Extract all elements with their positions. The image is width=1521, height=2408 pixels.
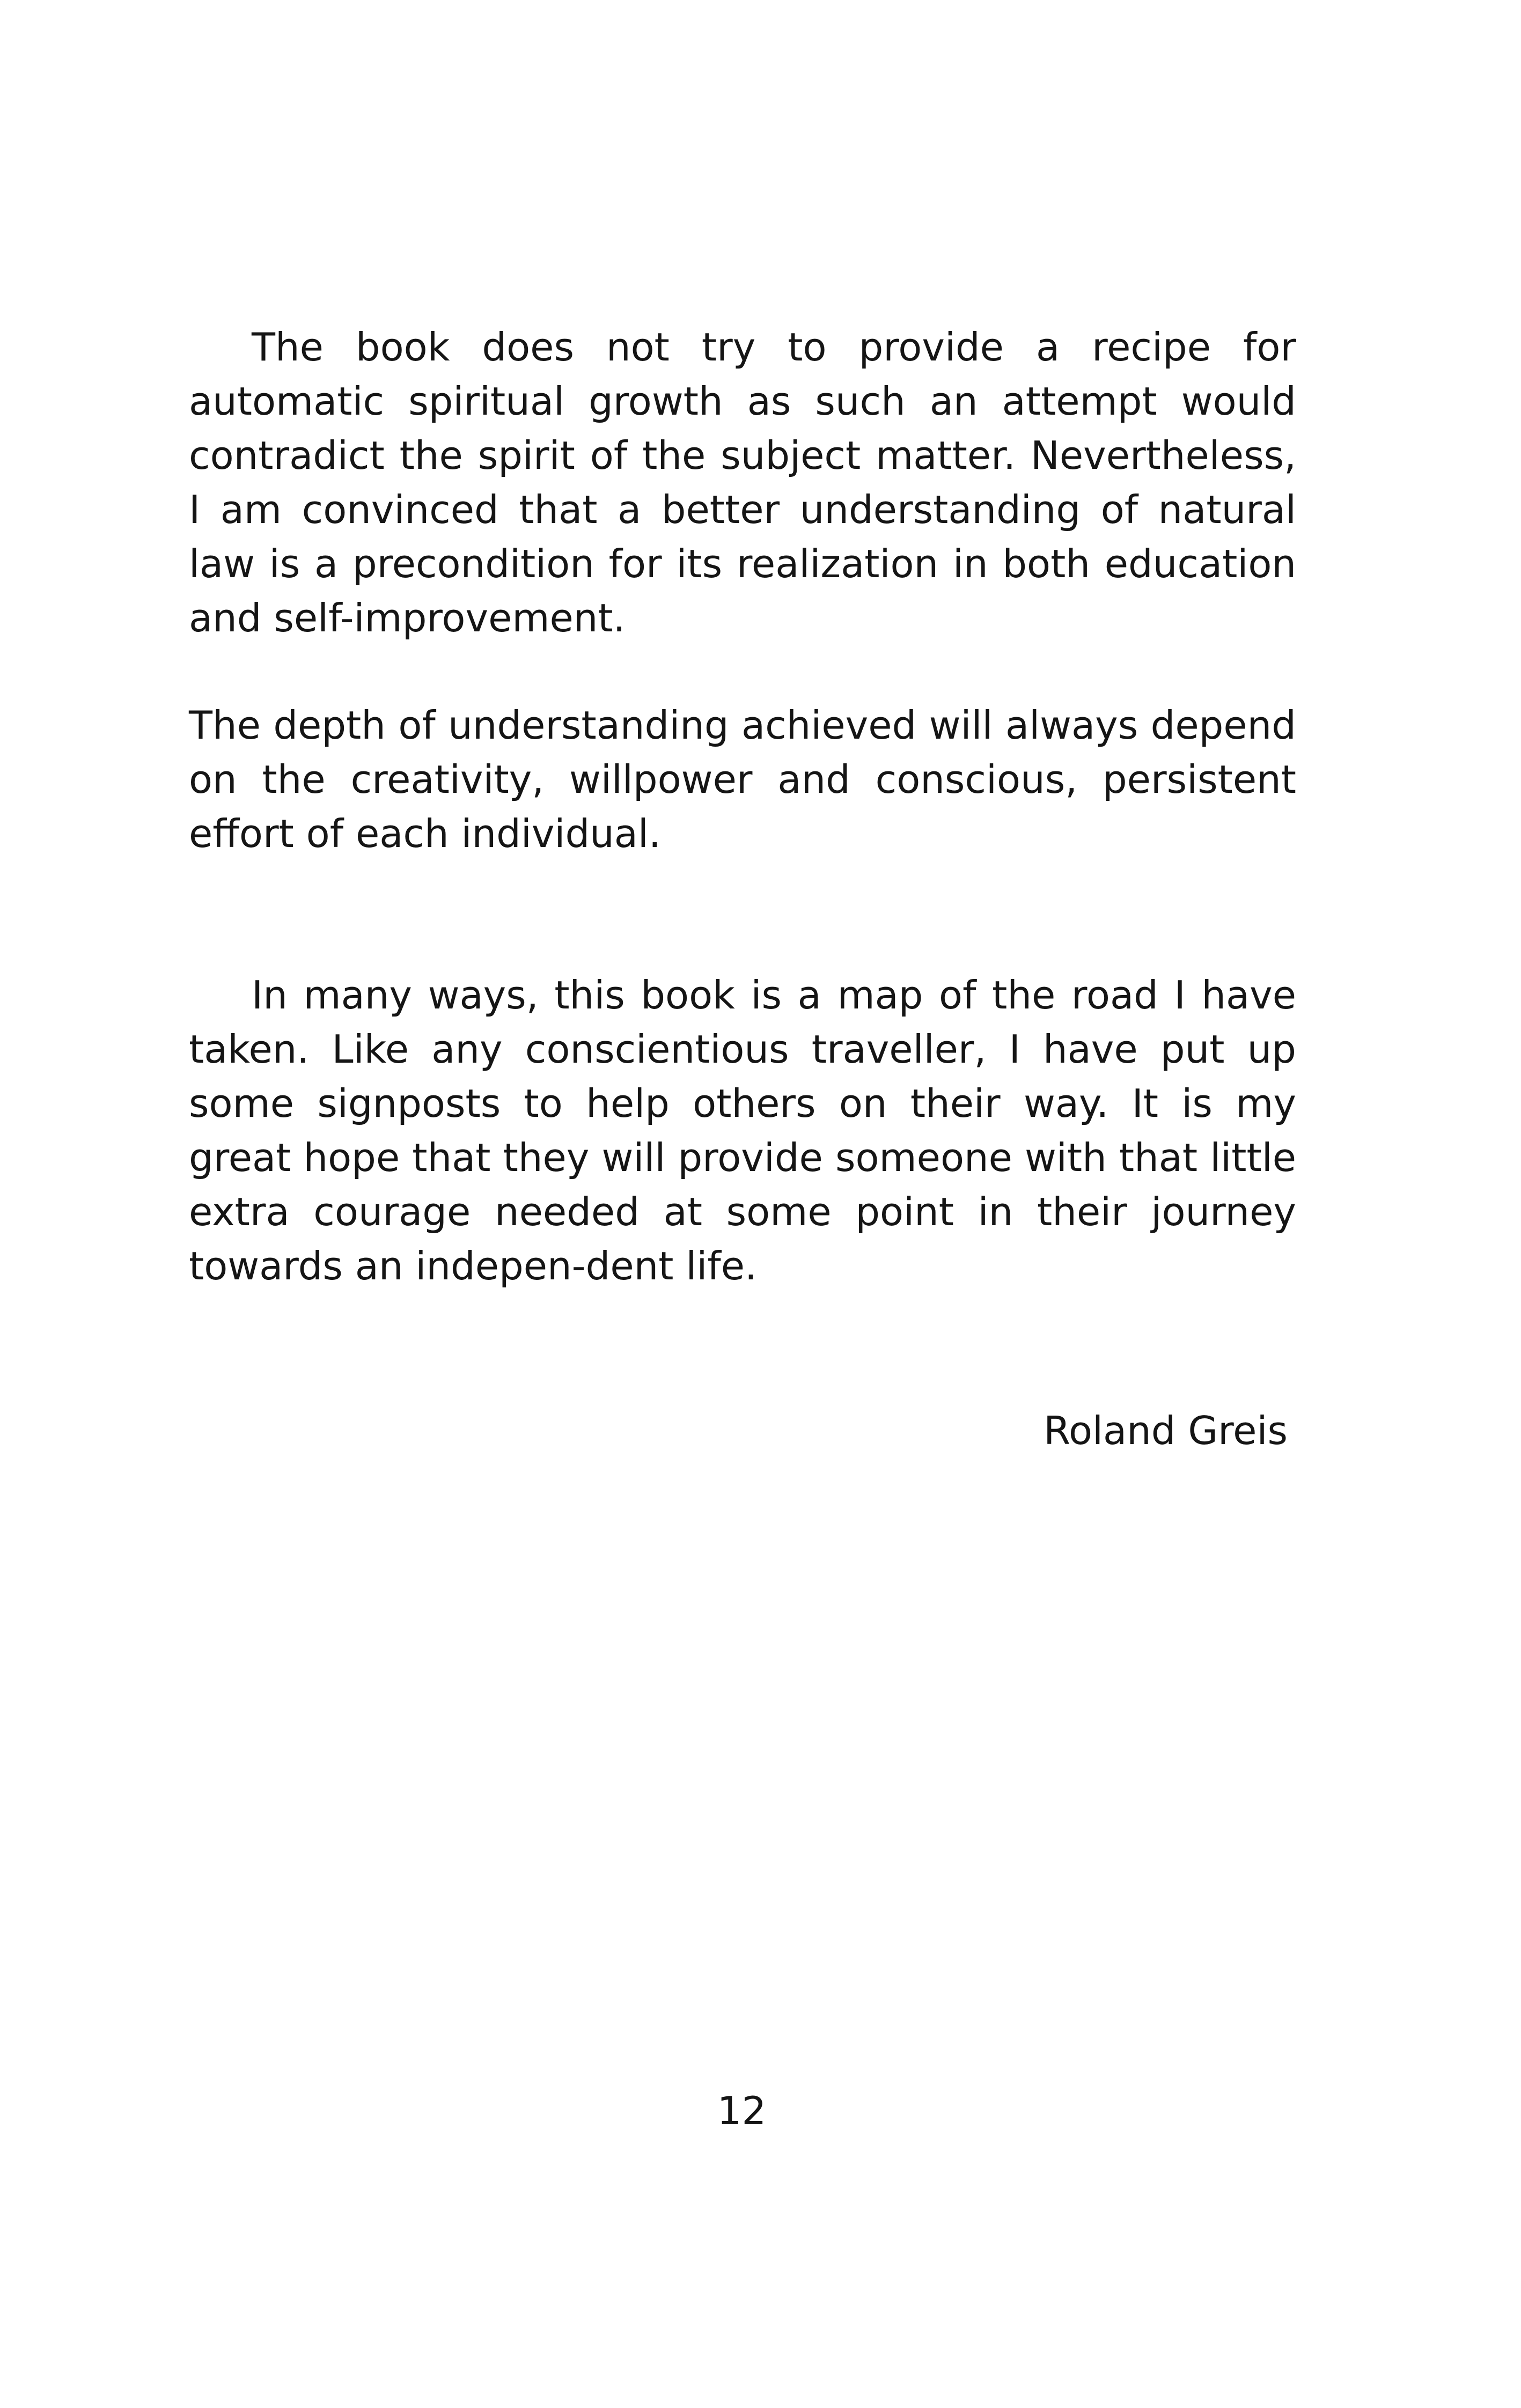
- paragraph-depth-of-understanding: The depth of understanding achieved will always depend on the creativity, willpower and conscious, persistent effort of each individual.: [189, 703, 1296, 856]
- author-signature: Roland Greis: [1044, 1408, 1288, 1453]
- paragraph-map-of-the-road: In many ways, this book is a map of the road I have taken. Like any conscientious traveller, I have put up some signposts to help others on their way. It is my great hope that they will provide someone with that little extra courage needed at some point in their journey towards an indepen-dent life.: [189, 973, 1296, 1288]
- paragraph-recipe: The book does not try to provide a recipe for automatic spiritual growth as such an attempt would contradict the spirit of the subject matter. Nevertheless, I am convinced that a better understanding of natural law is a precondition for its realization in both education and self-improvement.: [189, 325, 1296, 640]
- page-number: 12: [717, 2088, 767, 2133]
